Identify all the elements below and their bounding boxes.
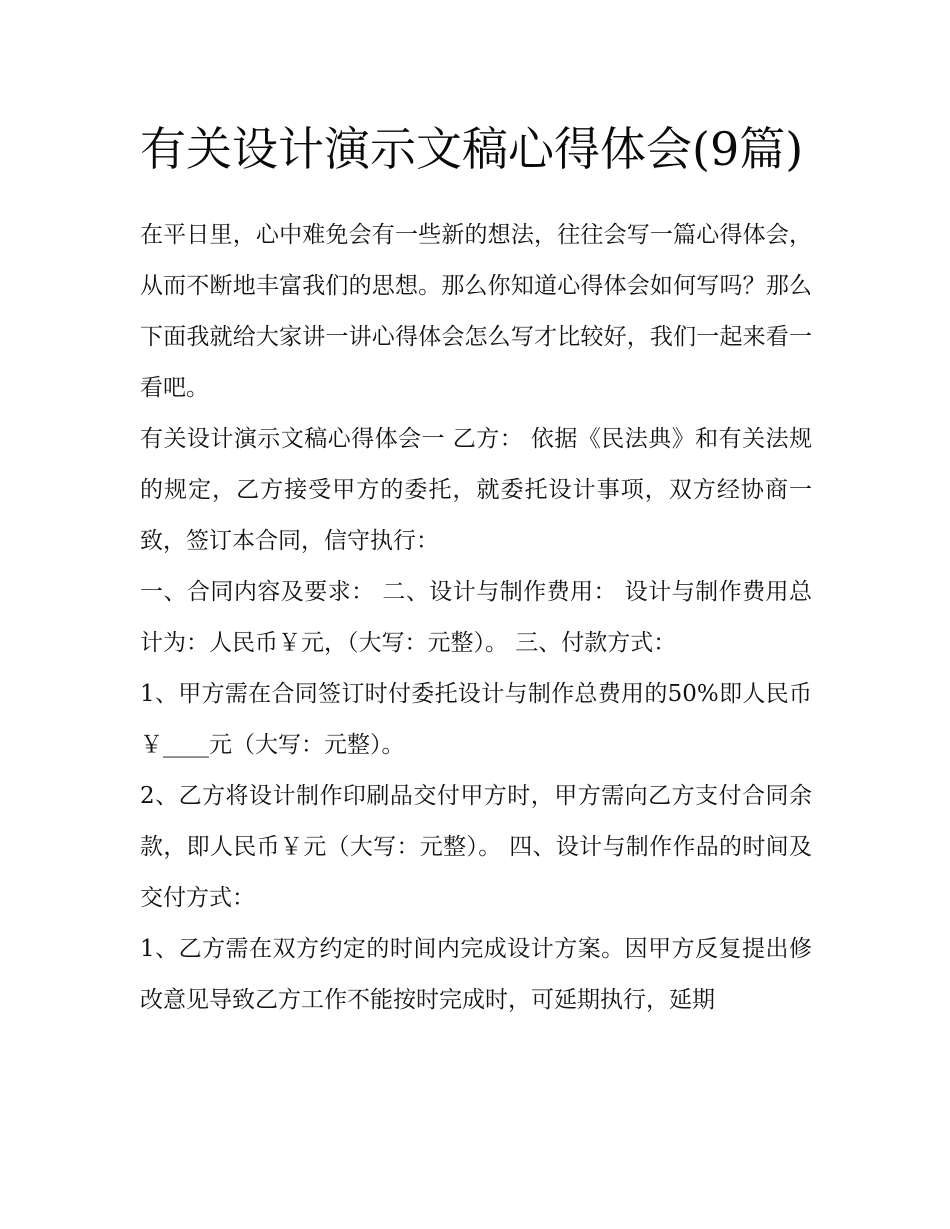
paragraph-delivery-clause-1: 1、乙方需在双方约定的时间内完成设计方案。因甲方反复提出修改意见导致乙方工作不能按时完成时，可延期执行，延期 — [140, 936, 812, 1013]
paragraph-contract-preamble: 有关设计演示文稿心得体会一 乙方： 依据《民法典》和有关法规的规定，乙方接受甲方的委托，就委托设计事项，双方经协商一致，签订本合同，信守执行： — [140, 426, 812, 554]
paragraph-contract-content-and-fees: 一、合同内容及要求： 二、设计与制作费用： 设计与制作费用总计为：人民币￥元，（大写：元整）。 三、付款方式： — [140, 579, 812, 656]
document-title: 有关设计演示文稿心得体会(9篇) — [140, 122, 804, 176]
paragraph-payment-clause-1: 1、甲方需在合同签订时付委托设计与制作总费用的50%即人民币￥____元（大写：元整）。 — [140, 681, 812, 758]
paragraph-intro: 在平日里，心中难免会有一些新的想法，往往会写一篇心得体会，从而不断地丰富我们的思想。那么你知道心得体会如何写吗？那么下面我就给大家讲一讲心得体会怎么写才比较好，我们一起来看一看吧。 — [140, 222, 812, 401]
paragraph-payment-clause-2: 2、乙方将设计制作印刷品交付甲方时，甲方需向乙方支付合同余款，即人民币￥元（大写：元整）。 四、设计与制作作品的时间及交付方式： — [140, 783, 812, 911]
document-body — [140, 112, 812, 1026]
